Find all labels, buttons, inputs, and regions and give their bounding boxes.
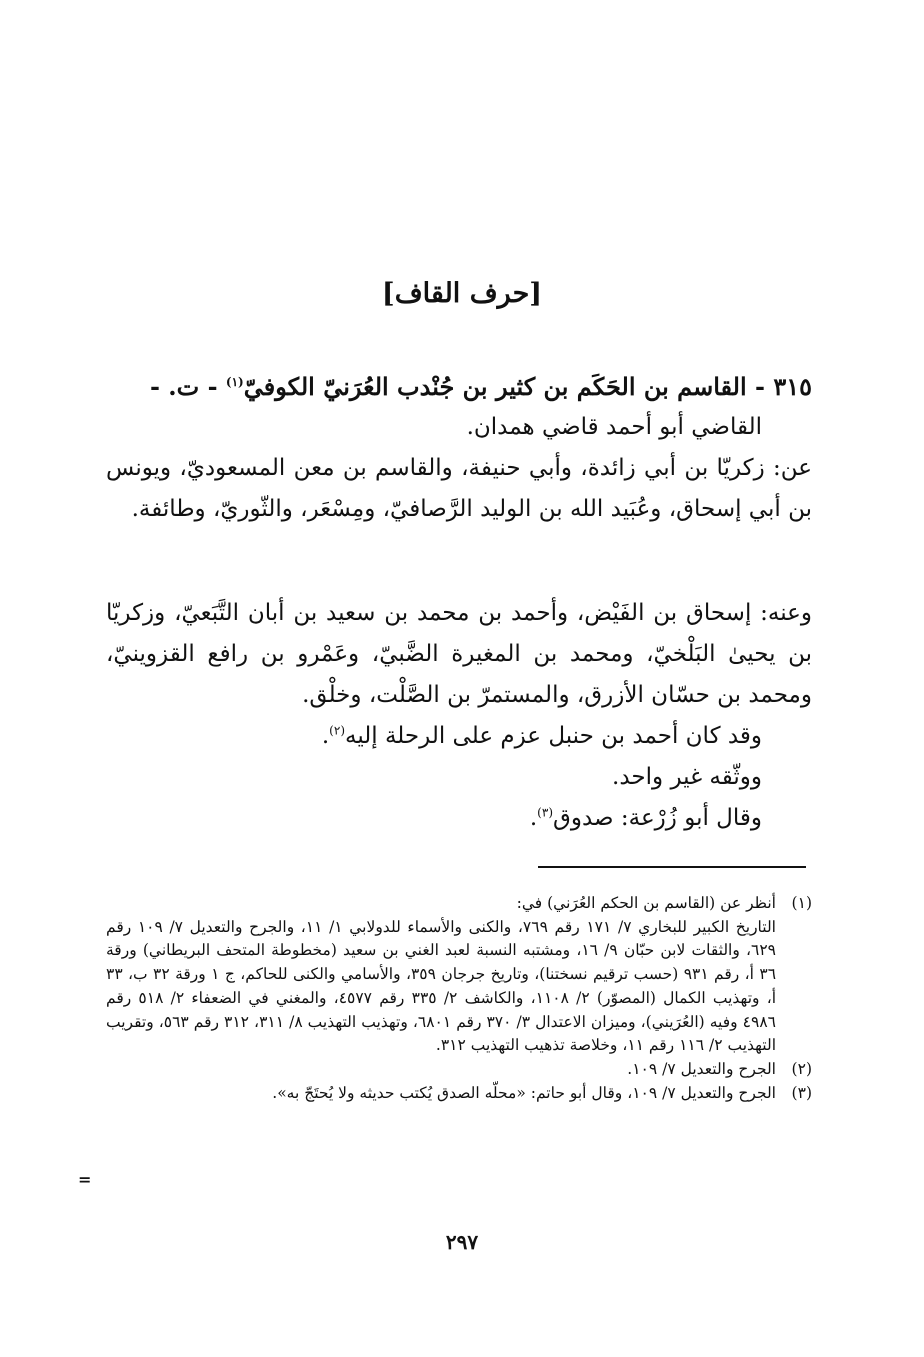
assessments-block [106,716,812,839]
entry-title-line: القاضي أبو أحمد قاضي همدان. [466,414,762,440]
footnote-ref-2: (٢) [329,723,345,738]
footnote-2 [106,1058,812,1082]
footnote-ref-3: (٣) [537,805,553,820]
ahmad-text: وقد كان أحمد بن حنبل عزم على الرحلة إليه [345,723,762,749]
teachers-paragraph: عن: زكريّا بن أبي زائدة، وأبي حنيفة، والقاسم بن معن المسعوديّ، ويونس بن أبي إسحاق، وعُبَيد الله بن الوليد الرَّصافيّ، ومِسْعَر، والثّوريّ، وطائفة. [106,455,812,522]
abuzura-tail: . [529,805,538,831]
wathaqa-line: ووثّقه غير واحد. [612,764,762,790]
footnote-text [106,1082,776,1106]
biography-entry [106,366,812,530]
entry-heading [106,366,812,407]
chapter-title: [حرف القاف] [381,278,543,309]
students-paragraph: وعنه: إسحاق بن الفَيْض، وأحمد بن محمد بن سعيد بن أبان التَّبَعيّ، وزكريّا بن يحيىٰ البَلْخيّ، ومحمد بن المغيرة الضَّبيّ، وعَمْرو بن رافع القزوينيّ، ومحمد بن حسّان الأزرق، والمستمرّ بن الصَّلْت، وخلْق. [106,600,812,708]
footnote-1 [106,892,812,1058]
footnote-number: (٣) [791,1083,812,1102]
footnotes [106,892,812,1105]
footnote-line: التاريخ الكبير للبخاري ٧/ ١٧١ رقم ٧٦٩، والكنى والأسماء للدولابي ١/ ١١، والجرح والتعديل ٧/ ١٠٩ رقم ٦٢٩، والثقات لابن حبّان ٩/ ١٦، ومشتبه النسبة لعبد الغني بن سعيد (مخطوطة المتحف البريطاني) ورقة ٣٦ أ، رقم ٩٣١ (حسب ترقيم نسختنا)، وتاريخ جرجان ٣٥٩، والأسامي والكنى للحاكم، ج ١ ورقة ٣٢ ب، ٣٣ أ، وتهذيب الكمال (المصوّر) ٢/ ١١٠٨، والكاشف ٢/ ٣٣٥ رقم ٤٥٧٧، والمغني في الضعفاء ٢/ ٥١٨ رقم ٤٩٨٦ وفيه (العُرَيني)، وميزان الاعتدال ٣/ ٣٧٠ رقم ٦٨٠١، وتهذيب التهذيب ٨/ ٣١١، ٣١٢ رقم ٥٦٣، وتقريب التهذيب ٢/ ١١٦ رقم ١١، وخلاصة تذهيب التهذيب ٣١٢. [106,917,777,1055]
footnote-line: الجرح والتعديل ٧/ ١٠٩، وقال أبو حاتم: «محلّه الصدق يُكتب حديثه ولا يُحتَجّ به». [272,1083,776,1102]
abuzura-line [106,798,812,839]
footnote-text [106,892,776,1058]
continuation-mark: = [78,1170,92,1189]
footnote-number: (٢) [791,1059,812,1078]
entry-heading-tail: - ت. - [149,372,226,401]
footnote-ref-1: (١) [225,375,244,389]
ahmad-line [106,716,812,757]
footnote-number: (١) [791,894,812,912]
footnote-3 [106,1082,812,1106]
entry-heading-name: ٣١٥ - القاسم بن الحَكَم بن كثير بن جُنْدب العُرَنيّ الكوفيّ [243,372,812,401]
ahmad-tail: . [321,723,330,749]
page-number: ٢٩٧ [445,1230,479,1254]
footnote-text [106,1058,776,1082]
footnote-line: أنظر عن (القاسم بن الحكم العُرَني) في: [516,894,776,912]
abuzura-text: وقال أبو زُرْعة: صدوق [553,805,762,831]
students-block [106,593,812,716]
footnote-line: الجرح والتعديل ٧/ ١٠٩. [627,1059,776,1078]
footnote-divider [538,866,806,868]
